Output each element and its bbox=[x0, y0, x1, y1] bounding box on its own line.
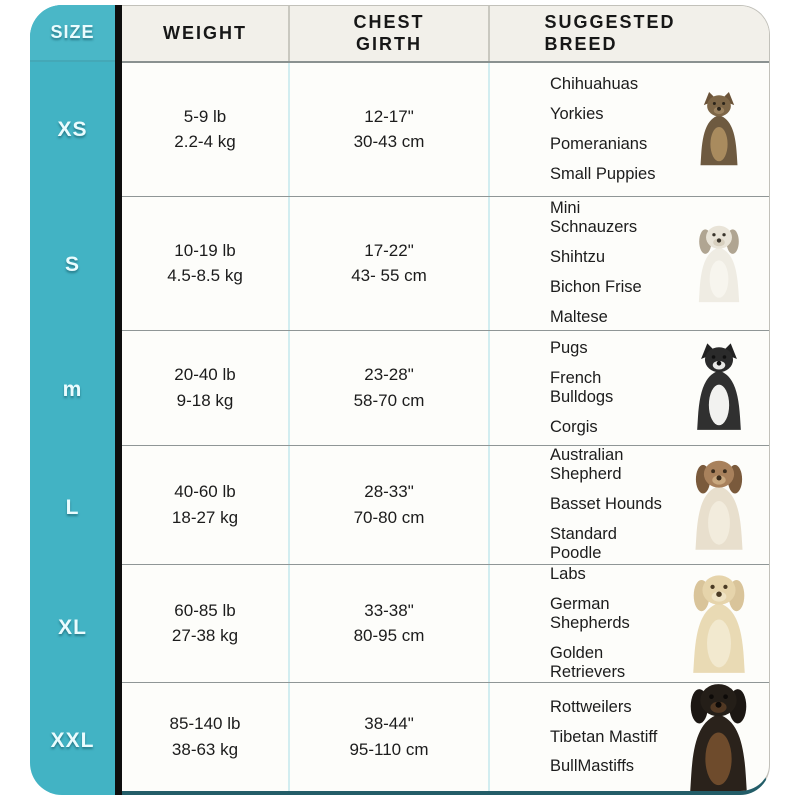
table-row-xxl bbox=[122, 683, 769, 791]
size-label-m: m bbox=[62, 378, 83, 401]
breed-name: Pomeranians bbox=[550, 134, 648, 153]
girth-cell: 23-28" 58-70 cm bbox=[288, 331, 488, 445]
table-row-s bbox=[122, 197, 769, 331]
breed-cell bbox=[488, 565, 769, 682]
breed-name: Chihuahuas bbox=[550, 74, 639, 93]
breed-list bbox=[550, 698, 668, 777]
size-column-header: SIZE bbox=[30, 5, 115, 62]
size-label-l: L bbox=[65, 496, 80, 519]
yorkshire-terrier-image bbox=[668, 90, 769, 169]
breed-name: Tibetan Mastiff bbox=[550, 727, 658, 746]
weight-cell: 20-40 lb 9-18 kg bbox=[174, 365, 236, 410]
breed-cell bbox=[488, 197, 769, 330]
dog-size-chart bbox=[30, 5, 770, 795]
breed-list bbox=[550, 199, 668, 327]
breed-cell bbox=[488, 331, 769, 445]
size-column bbox=[30, 5, 115, 795]
boston-terrier-image bbox=[668, 341, 769, 435]
breed-name: Corgis bbox=[550, 417, 598, 436]
breed-name: Labs bbox=[550, 565, 586, 583]
breed-name: Shihtzu bbox=[550, 248, 606, 267]
girth-cell: 17-22" 43- 55 cm bbox=[288, 197, 488, 330]
shih-tzu-image bbox=[668, 220, 769, 306]
breed-cell bbox=[488, 63, 769, 196]
table-row-m bbox=[122, 331, 769, 446]
table-row-xl bbox=[122, 565, 769, 683]
breed-name: Pugs bbox=[550, 338, 588, 357]
table-row-l bbox=[122, 446, 769, 565]
girth-cell: 38-44" 95-110 cm bbox=[288, 683, 488, 791]
weight-cell: 60-85 lb 27-38 kg bbox=[171, 600, 239, 646]
breed-list bbox=[550, 565, 668, 682]
weight-cell: 5-9 lb 2.2-4 kg bbox=[174, 106, 236, 152]
weight-cell: 10-19 lb 4.5-8.5 kg bbox=[167, 240, 243, 286]
size-label-xxl: XXL bbox=[50, 729, 95, 752]
breed-name: Mini Schnauzers bbox=[550, 199, 638, 237]
tibetan-mastiff-image bbox=[668, 676, 769, 795]
table-content bbox=[122, 5, 770, 795]
breed-name: Maltese bbox=[550, 308, 608, 327]
table-row-xs bbox=[122, 63, 769, 197]
header-chest-girth: CHEST GIRTH bbox=[288, 6, 488, 61]
breed-name: Australian Shepherd bbox=[550, 446, 624, 484]
breed-name: Rottweilers bbox=[550, 697, 632, 716]
breed-name: German Shepherds bbox=[550, 594, 630, 632]
header-row bbox=[122, 6, 769, 63]
girth-cell: 12-17" 30-43 cm bbox=[288, 63, 488, 196]
header-suggested-breed: SUGGESTED BREED bbox=[488, 6, 769, 61]
breed-name: BullMastiffs bbox=[550, 757, 635, 776]
size-label-xl: XL bbox=[58, 615, 87, 639]
basset-hound-image bbox=[668, 454, 769, 555]
girth-cell: 33-38" 80-95 cm bbox=[288, 565, 488, 682]
weight-cell: 85-140 lb 38-63 kg bbox=[169, 714, 241, 759]
breed-cell bbox=[488, 683, 769, 791]
girth-cell: 28-33" 70-80 cm bbox=[288, 446, 488, 564]
breed-name: Small Puppies bbox=[550, 164, 656, 183]
breed-cell bbox=[488, 446, 769, 564]
weight-cell: 40-60 lb 18-27 kg bbox=[171, 482, 239, 527]
breed-name: Bichon Frise bbox=[550, 278, 642, 297]
breed-list bbox=[550, 446, 668, 563]
labrador-retriever-image bbox=[668, 568, 769, 678]
black-divider-stripe bbox=[115, 5, 122, 795]
breed-name: Golden Retrievers bbox=[550, 643, 626, 681]
size-label-s: S bbox=[64, 252, 80, 276]
breed-list bbox=[550, 75, 668, 184]
size-label-xs: XS bbox=[57, 117, 88, 141]
breed-name: Standard Poodle bbox=[550, 525, 617, 563]
breed-name: Basset Hounds bbox=[550, 495, 662, 514]
breed-name: French Bulldogs bbox=[550, 368, 614, 406]
breed-name: Yorkies bbox=[550, 104, 604, 123]
breed-list bbox=[550, 339, 668, 437]
header-weight: WEIGHT bbox=[163, 23, 247, 44]
